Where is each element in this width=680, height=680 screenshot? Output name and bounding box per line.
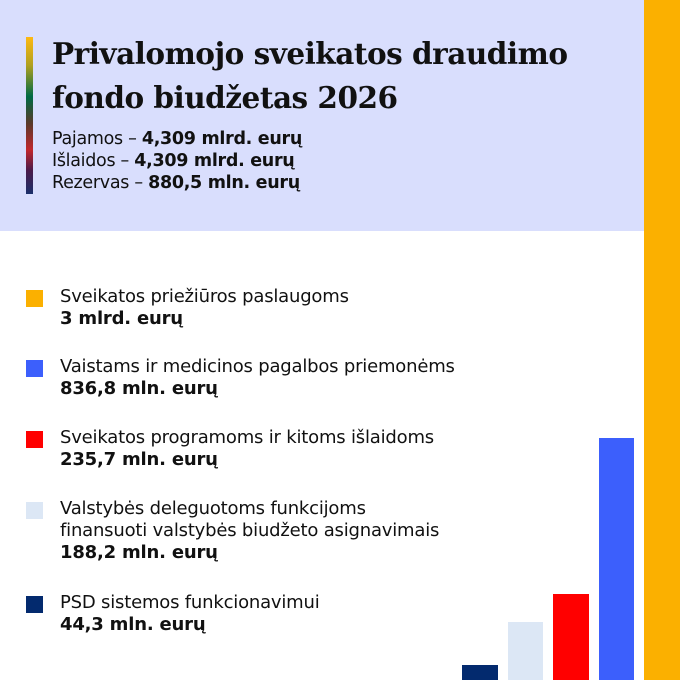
page-title (52, 32, 642, 120)
bar-medicines (599, 438, 634, 680)
summary-reserve: Rezervas – 880,5 mln. eurų (52, 173, 300, 193)
legend-swatch-icon (26, 502, 43, 519)
legend-swatch-icon (26, 596, 43, 613)
bar-psd-system (462, 665, 498, 680)
budget-summary (52, 128, 302, 194)
legend-swatch-icon (26, 290, 43, 307)
accent-gradient-bar (26, 37, 33, 194)
header-panel (0, 0, 644, 231)
legend-swatch-icon (26, 360, 43, 377)
summary-income: Pajamos – 4,309 mlrd. eurų (52, 129, 303, 149)
summary-expenses: Išlaidos – 4,309 mlrd. eurų (52, 151, 295, 171)
bar-health-programs (553, 594, 589, 680)
title-line-1: Privalomojo sveikatos draudimo (52, 36, 568, 71)
bar-health-services (644, 0, 680, 680)
legend-swatch-icon (26, 431, 43, 448)
bar-delegated-functions (508, 622, 543, 680)
title-line-2: fondo biudžetas 2026 (52, 80, 398, 115)
